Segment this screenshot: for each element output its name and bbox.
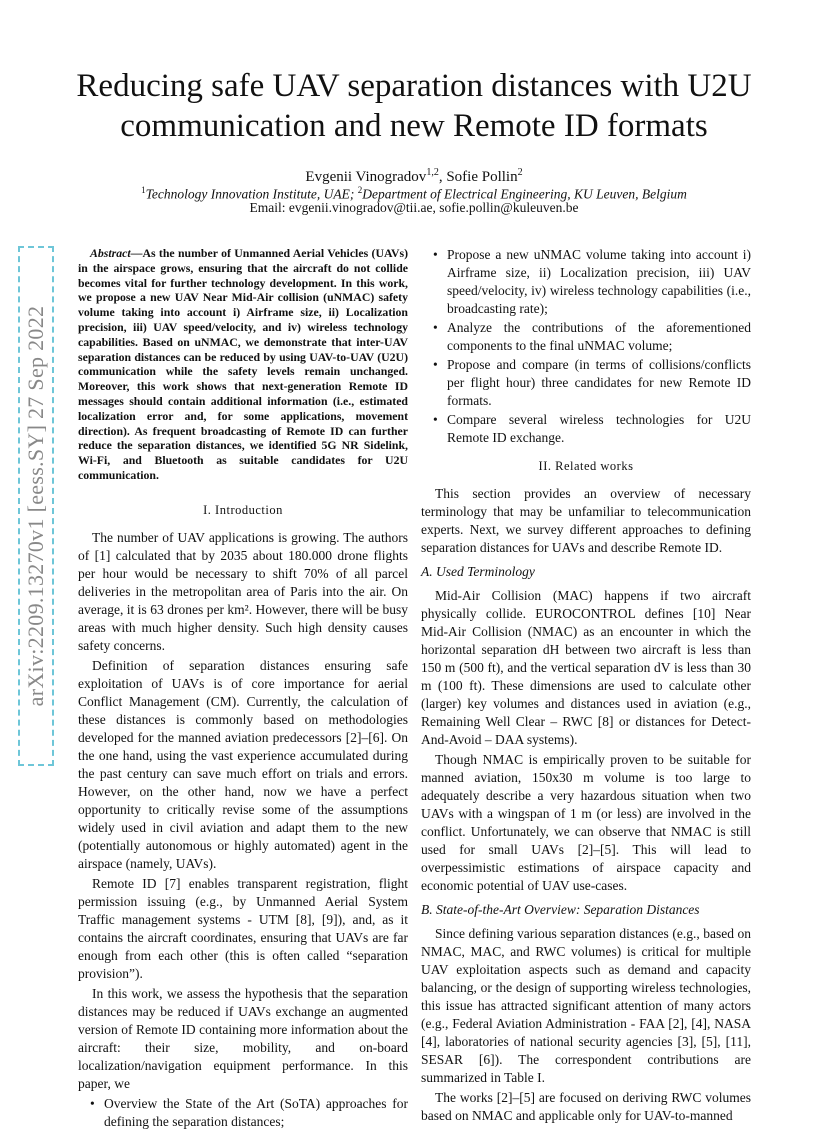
paragraph: Definition of separation distances ensuring safe exploitation of UAVs is of core importance for aerial Conflict Management (CM). Currently, the calculation of these distances is commonly based on methodologies developed for the manned aviation predecessors [2]–[6]. On the one hand, using the vast experience accumulated during the past century can save much effort on trials and errors. However, on the other hand, now we have a perfect opportunity to critically revise some of the assumptions widely used in civil aviation and adapt them to the new (potentially autonomous or highly automated) agent in the airspace (namely, UAVs). bbox=[78, 657, 408, 871]
paragraph: The works [2]–[5] are focused on deriving RWC volumes based on NMAC and applicable only for UAV-to-manned bbox=[421, 1090, 751, 1123]
left-column bbox=[78, 246, 408, 1132]
subsection-heading: B. State-of-the-Art Overview: Separation Distances bbox=[421, 902, 700, 917]
affiliation-marker: 2 bbox=[517, 167, 523, 178]
arxiv-identifier-box bbox=[18, 246, 54, 766]
paragraph: In this work, we assess the hypothesis that the separation distances may be reduced if UAVs exchange an augmented version of Remote ID containing more information about the aircraft: their size, mobility, and on-board localization/navigation equipment performance. In this paper, we bbox=[78, 985, 408, 1091]
subsection-heading: A. Used Terminology bbox=[421, 564, 535, 579]
contribution-list-continued bbox=[421, 246, 751, 447]
right-column bbox=[421, 246, 751, 1127]
arxiv-identifier: arXiv:2209.13270v1 [eess.SY] 27 Sep 2022 bbox=[23, 305, 48, 707]
list-item: • Propose a new uNMAC volume taking into account i) Airframe size, ii) Localization precision, iii) UAV speed/velocity, iv) wireless technology capabilities (i.e., broadcasting rate); bbox=[447, 246, 751, 318]
list-item: • Overview the State of the Art (SoTA) approaches for defining the separation distances; bbox=[104, 1095, 408, 1131]
paragraph: Mid-Air Collision (MAC) happens if two aircraft physically collide. EUROCONTROL defines [10] Near Mid-Air Collision (NMAC) as an encounter in which the horizontal separation dH between two aircraft is less than 150 m (500 ft), and the vertical separation dV is less than 30 m (100 ft). These dimensions are used to calculate other (larger) key volumes and distances used in aviation (e.g., Remaining Well Clear – RWC [8] or distances for Detect-And-Avoid – DAA systems). bbox=[421, 588, 751, 747]
author-name: Evgenii Vinogradov bbox=[305, 169, 427, 185]
affiliation: Department of Electrical Engineering, KU Leuven, Belgium bbox=[362, 186, 687, 202]
paper-title: Reducing safe UAV separation distances with U2U communication and new Remote ID formats bbox=[76, 68, 752, 144]
email-line: Email: evgenii.vinogradov@tii.ae, sofie.pollin@kuleuven.be bbox=[249, 200, 579, 215]
paragraph: Though NMAC is empirically proven to be suitable for manned aviation, 150x30 m volume is too large to adequately describe a very hazardous situation when two UAVs with a wingspan of 1 m (or less) are involved in the conflict. Unfortunately, we can observe that NMAC is still used for small UAVs [2]–[5]. This will lead to overpessimistic estimations of airspace capacity and economic potential of UAV use-cases. bbox=[421, 752, 751, 893]
affiliation: Technology Innovation Institute, UAE bbox=[145, 186, 350, 202]
section-heading: II. Related works bbox=[538, 459, 634, 473]
abstract-label: Abstract bbox=[90, 246, 131, 260]
affiliation-marker: 1 bbox=[141, 185, 146, 195]
section-heading: I. Introduction bbox=[203, 502, 283, 517]
abstract bbox=[78, 246, 408, 483]
paragraph: Since defining various separation distances (e.g., based on NMAC, MAC, and RWC volumes) is critical for multiple UAV exploitation aspects such as demand and capacity balancing, or the design of supporting wireless technologies, this issue has attracted significant attention of many actors (e.g., Federal Aviation Administration - FAA [2], [4], NASA [4], laboratories of national security agencies [3], [5], [11], SESAR [6]). The correspondent contributions are summarized in Table I. bbox=[421, 926, 751, 1085]
author-name: Sofie Pollin bbox=[446, 169, 518, 185]
paragraph: The number of UAV applications is growing. The authors of [1] calculated that by 2035 about 180.000 drone flights per hour would be necessary to shift 70% of all parcel deliveries in the metropolitan area of Paris into the air. On average, it is 63 drones per km². However, there will be busy areas with much higher density. Such high density causes safety concerns. bbox=[78, 529, 408, 653]
list-item: • Compare several wireless technologies for U2U Remote ID exchange. bbox=[447, 411, 751, 447]
list-item: • Analyze the contributions of the aforementioned components to the final uNMAC volume; bbox=[447, 319, 751, 355]
affiliation-marker: 1,2 bbox=[426, 167, 439, 178]
contribution-list bbox=[78, 1095, 408, 1131]
affiliation-marker: 2 bbox=[357, 185, 363, 195]
paragraph: Remote ID [7] enables transparent registration, flight permission issuing (e.g., by Unmanned Aerial System Traffic management systems - UTM [8], [9]), and, as it contains the aircraft coordinates, ensuring that UAVs are far enough from each other (this is often called “separation provision”). bbox=[78, 875, 408, 981]
abstract-text: —As the number of Unmanned Aerial Vehicles (UAVs) in the airspace grows, ensuring that the aircraft do not collide becomes vital for further technology development. In this work, we propose a new UAV Near Mid-Air collision (uNMAC) safety volume taking into account i) Airframe size, ii) Localization precision, iii) UAV speed/velocity, and iv) wireless technology capabilities. Based on uNMAC, we demonstrate that inter-UAV separation distances can be reduced by using UAV-to-UAV (U2U) communication while the safety levels remain unchanged. Moreover, this work shows that next-generation Remote ID messages should contain additional information (i.e., estimated localization error and, for some applications, movement direction). As frequent broadcasting of Remote ID can further reduce the separation distances, we identified 5G NR Sidelink, Wi-Fi, and Bluetooth as suitable candidates for U2U communication. bbox=[78, 246, 408, 482]
list-item: • Propose and compare (in terms of collisions/conflicts per flight hour) three candidates for new Remote ID formats. bbox=[447, 356, 751, 410]
author-separator: , bbox=[438, 169, 447, 185]
affiliation-separator: ; bbox=[349, 186, 358, 202]
paragraph: This section provides an overview of necessary terminology that may be unfamiliar to telecommunication experts. Next, we survey different approaches to defining separation distances for UAVs and describe Remote ID. bbox=[421, 486, 751, 555]
